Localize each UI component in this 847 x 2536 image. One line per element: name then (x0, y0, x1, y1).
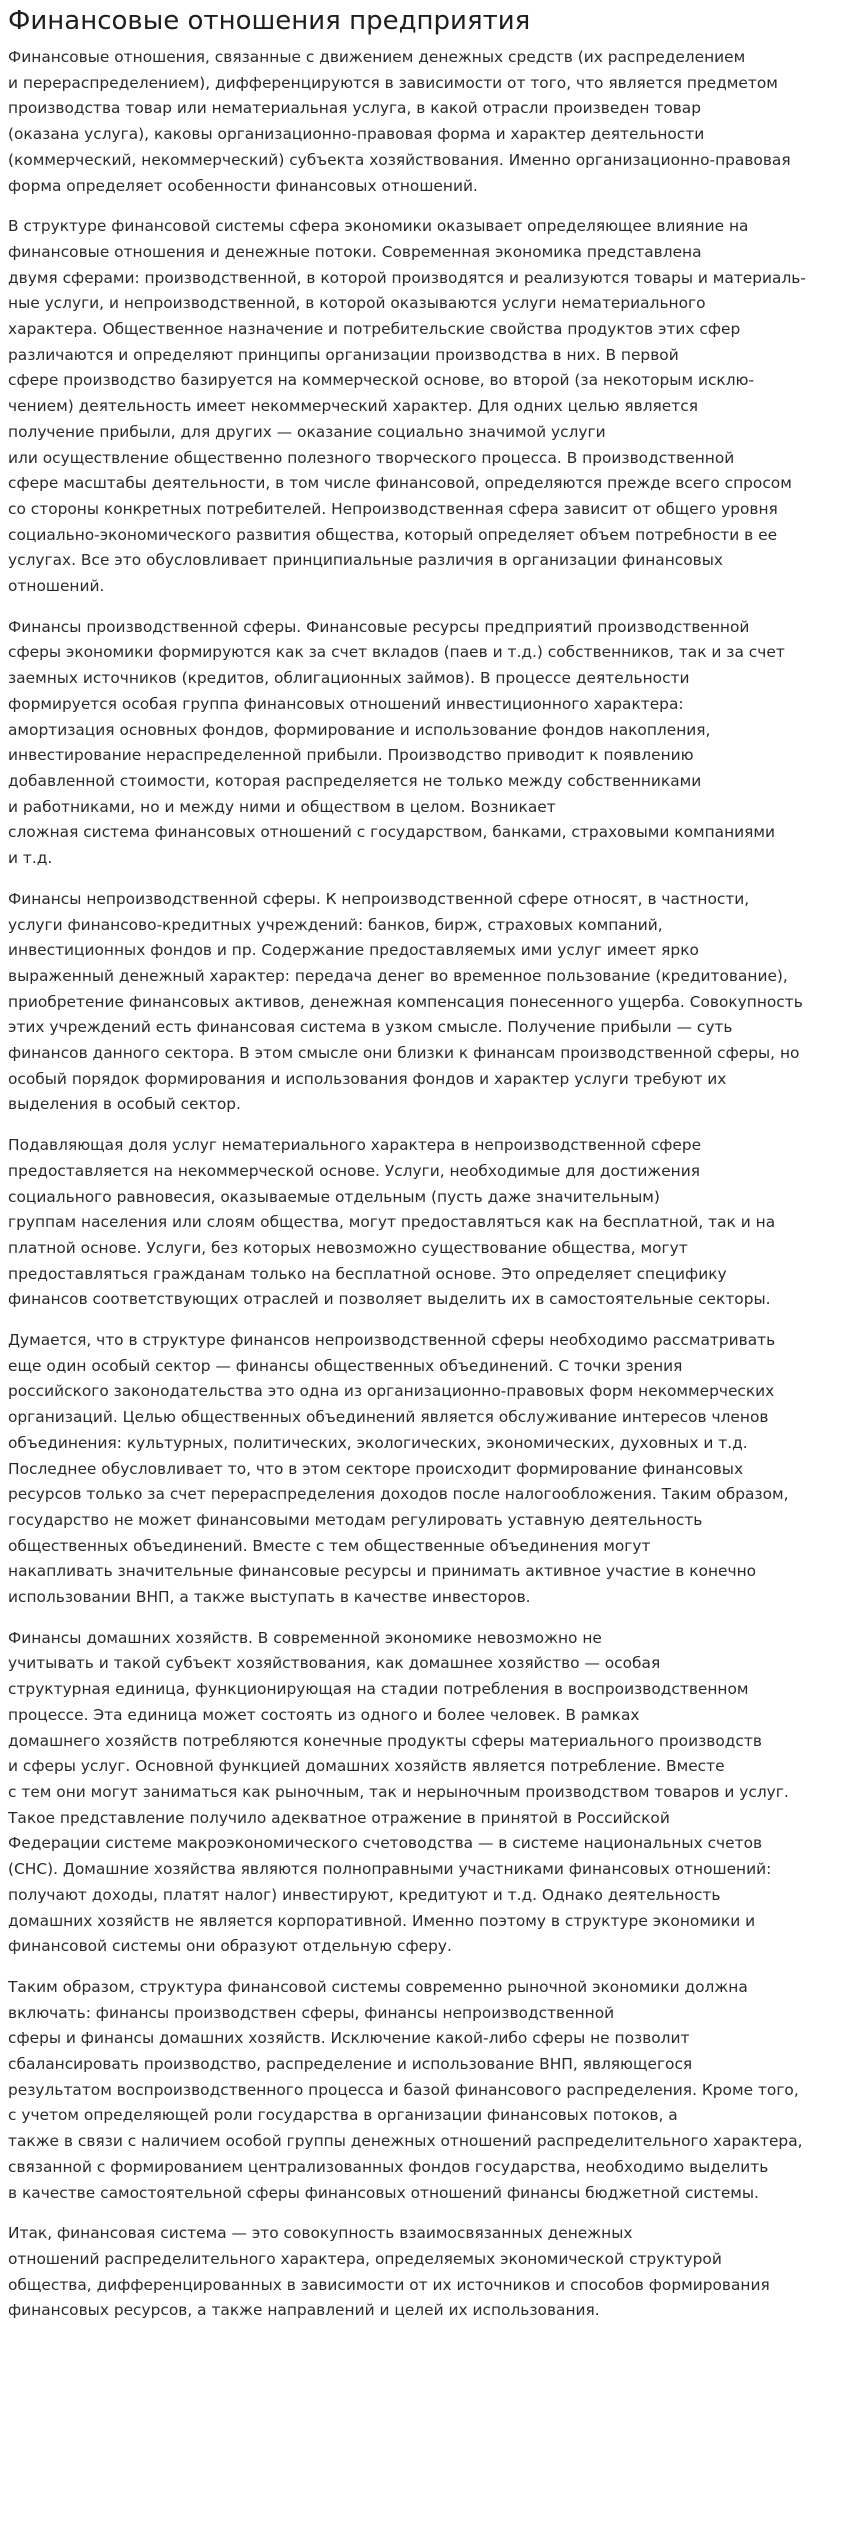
paragraph-intro: Финансовые отношения, связанные с движением денежных средств (их распределением и перераспределением), дифференцируются в зависимости от того, что является предметом производства товар или нематериальная услуга, в какой отрасли произведен товар (оказана услуга), каковы организационно-правовая форма и характер деятельности (коммерческий, некоммерческий) субъекта хозяйствования. Именно организационно-правовая форма определяет особенности финансовых отношений. (8, 48, 791, 195)
paragraph-household-finance: Финансы домашних хозяйств. В современной экономике невозможно не учитывать и такой субъект хозяйствования, как домашнее хозяйство — особая структурная единица, функционирующая на стадии потребления в воспроизводственном процессе. Эта единица может состоять из одного и более человек. В рамках домашнего хозяйств потребляются конечные продукты сферы материального производств и сферы услуг. Основной функцией домашних хозяйств является потребление. Вместе с тем они могут заниматься как рыночным, так и нерыночным производством товаров и услуг. Такое представление получило адекватное отражение в принятой в Российской Федерации системе макроэкономического счетоводства — в системе национальных счетов (СНС). Домашние хозяйства являются полноправными участниками финансовых отношений: получают доходы, платят налог) инвестируют, кредитуют и т.д. Однако деятельность домашних хозяйств не является корпоративной. Именно поэтому в структуре экономики и финансовой системы они образуют отдельную сферу. (8, 1628, 789, 1956)
paragraph-system-structure: Таким образом, структура финансовой системы современно рыночной экономики должна включать: финансы производствен сферы, финансы непроизводственной сферы и финансы домашних хозяйств. Исключение какой-либо сферы не позволит сбалансировать производство, распределение и использование ВНП, являющегося результатом воспроизводственного процесса и базой финансового распределения. Кроме того, с учетом определяющей роли государства в организации финансовых потоков, а также в связи с наличием особой группы денежных отношений распределительного характера, связанной с формированием централизованных фондов государства, необходимо выделить в качестве самостоятельной сферы финансовых отношений финансы бюджетной системы. (8, 1977, 803, 2202)
paragraph-economy-spheres: В структуре финансовой системы сфера экономики оказывает определяющее влияние на финансовые отношения и денежные потоки. Современная экономика представлена двумя сферами: производственной, в которой производятся и реализуются товары и материаль- ные услуги, и непроизводственной, в которой оказываются услуги нематериального характера. Общественное назначение и потребительские свойства продуктов этих сфер различаются и определяют принципы организации производства в них. В первой сфере производство базируется на коммерческой основе, во второй (за некоторым исклю- чением) деятельность имеет некоммерческий характер. Для одних целью является получение прибыли, для других — оказание социально значимой услуги или осуществление общественно полезного творческого процесса. В производственной сфере масштабы деятельности, в том числе финансовой, определяются прежде всего спросом со стороны конкретных потребителей. Непроизводственная сфера зависит от общего уровня социально-экономического развития общества, который определяет объем потребности в ее услугах. Все это обусловливает принципиальные различия в организации финансовых отношений. (8, 217, 806, 596)
page-title: Финансовые отношения предприятия (8, 6, 531, 36)
paragraph-nonproduction-finance: Финансы непроизводственной сферы. К непроизводственной сфере относят, в частности, услуги финансово-кредитных учреждений: банков, бирж, страховых компаний, инвестиционных фондов и пр. Содержание предоставляемых ими услуг имеет ярко выраженный денежный характер: передача денег во временное пользование (кредитование), приобретение финансовых активов, денежная компенсация понесенного ущерба. Совокупность этих учреждений есть финансовая система в узком смысле. Получение прибыли — суть финансов данного сектора. В этом смысле они близки к финансам производственной сферы, но особый порядок формирования и использования фондов и характер услуги требуют их выделения в особый сектор. (8, 889, 803, 1114)
paragraph-conclusion: Итак, финансовая система — это совокупность взаимосвязанных денежных отношений распределительного характера, определяемых экономической структурой общества, дифференцированных в зависимости от их источников и способов формирования финансовых ресурсов, а также направлений и целей их использования. (8, 2224, 770, 2320)
paragraph-public-associations: Думается, что в структуре финансов непроизводственной сферы необходимо рассматривать еще один особый сектор — финансы общественных объединений. С точки зрения российского законодательства это одна из организационно-правовых форм некоммерческих организаций. Целью общественных объединений является обслуживание интересов членов объединения: культурных, политических, экологических, экономических, духовных и т.д. Последнее обусловливает то, что в этом секторе происходит формирование финансовых ресурсов только за счет перераспределения доходов после налогообложения. Таким образом, государство не может финансовыми методам регулировать уставную деятельность общественных объединений. Вместе с тем общественные объединения могут накапливать значительные финансовые ресурсы и принимать активное участие в конечно использовании ВНП, а также выступать в качестве инвесторов. (8, 1331, 789, 1607)
paragraph-production-finance: Финансы производственной сферы. Финансовые ресурсы предприятий производственной сферы экономики формируются как за счет вкладов (паев и т.д.) собственников, так и за счет заемных источников (кредитов, облигационных займов). В процессе деятельности формируется особая группа финансовых отношений инвестиционного характера: амортизация основных фондов, формирование и использование фондов накопления, инвестирование нераспределенной прибыли. Производство приводит к появлению добавленной стоимости, которая распределяется не только между собственниками и работниками, но и между ними и обществом в целом. Возникает сложная система финансовых отношений с государством, банками, страховыми компаниями и т.д. (8, 617, 785, 868)
paragraph-noncommercial-services: Подавляющая доля услуг нематериального характера в непроизводственной сфере предоставляется на некоммерческой основе. Услуги, необходимые для достижения социального равновесия, оказываемые отдельным (пусть даже значительным) группам населения или слоям общества, могут предоставляться как на бесплатной, так и на платной основе. Услуги, без которых невозможно существование общества, могут предоставляться гражданам только на бесплатной основе. Это определяет специфику финансов соответствующих отраслей и позволяет выделить их в самостоятельные секторы. (8, 1136, 776, 1309)
